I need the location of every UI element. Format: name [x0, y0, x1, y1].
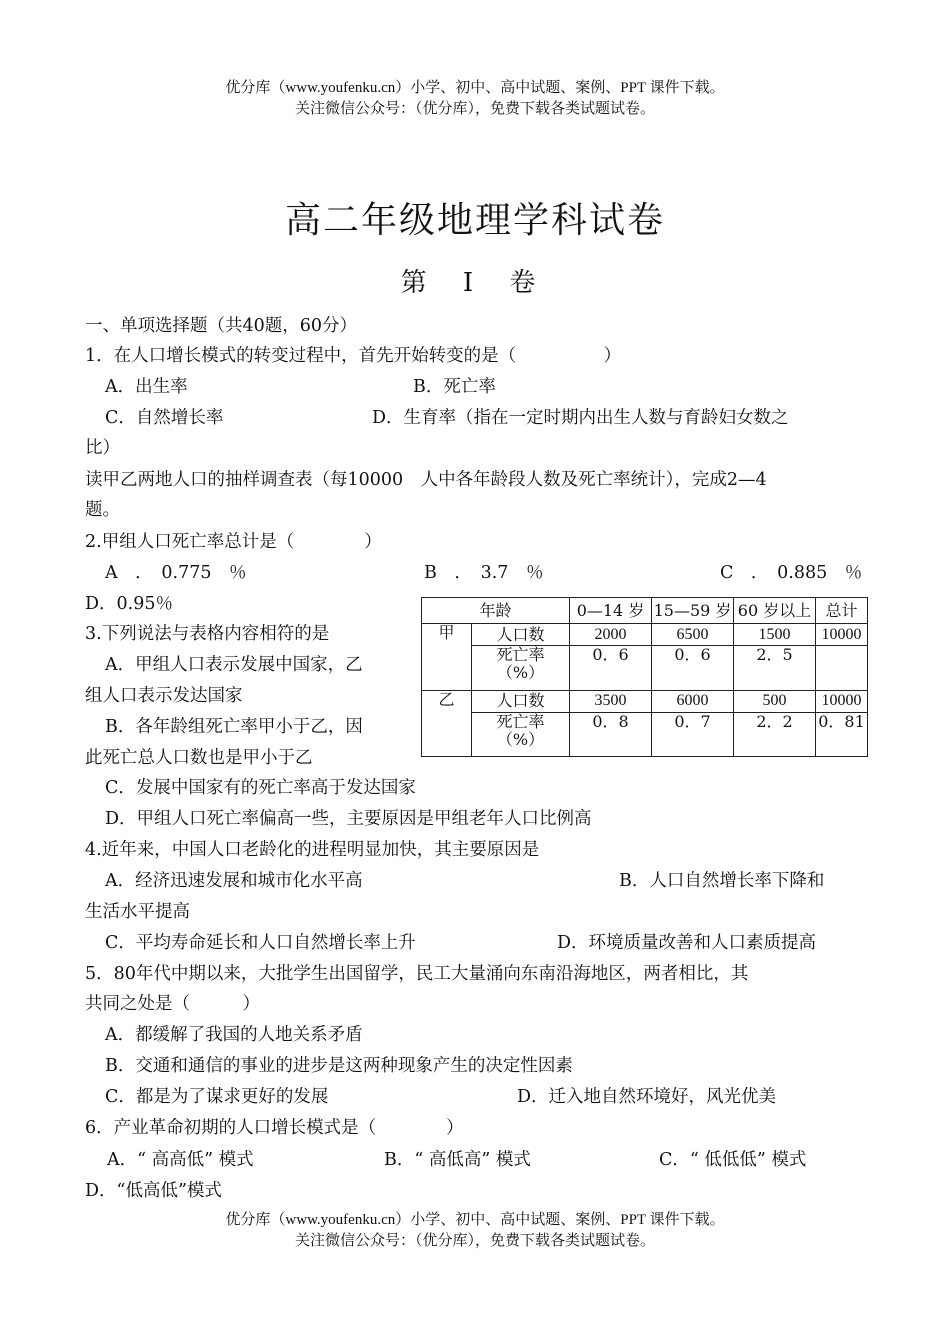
q5-option-c: C．都是为了谋求更好的发展	[105, 1087, 329, 1107]
q5-option-a: A．都缓解了我国的人地关系矛盾	[105, 1025, 363, 1045]
q5-stem: 5．80年代中期以来，大批学生出国留学，民工大量涌向东南沿海地区，两者相比，其	[85, 964, 749, 984]
q5-option-b: B．交通和通信的事业的进步是这两种现象产生的决定性因素	[105, 1056, 573, 1076]
table-group-jia: 甲	[422, 624, 472, 690]
table-cell: 0．6	[652, 646, 734, 690]
death-rate-unit: （%）	[496, 663, 545, 683]
table-cell: 0．8	[570, 712, 652, 756]
q2-stem: 2.甲组人口死亡率总计是（ ）	[85, 532, 382, 552]
q3-option-a: A．甲组人口表示发展中国家，乙	[105, 655, 363, 675]
q6-option-c: C．“ 低低低” 模式	[659, 1150, 807, 1170]
table-label-death-rate	[472, 712, 570, 756]
table-label-death-rate	[472, 646, 570, 690]
q4-option-c: C．平均寿命延长和人口自然增长率上升	[105, 933, 416, 953]
q3-option-b-cont: 此死亡总人口数也是甲小于乙	[85, 748, 313, 768]
table-cell: 2000	[570, 624, 652, 646]
table-header-total: 总计	[816, 598, 868, 624]
table-cell: 0．7	[652, 712, 734, 756]
q1-stem: 1．在人口增长模式的转变过程中，首先开始转变的是（ ）	[85, 346, 622, 366]
q3-option-d: D．甲组人口死亡率偏高一些，主要原因是甲组老年人口比例高	[105, 809, 592, 829]
q1-option-d: D．生育率（指在一定时期内出生人数与育龄妇女数之	[372, 408, 789, 428]
q4-option-a: A．经济迅速发展和城市化水平高	[105, 871, 363, 891]
death-rate-unit: （%）	[496, 729, 545, 749]
q1-option-d-cont: 比）	[85, 438, 120, 458]
q6-stem: 6．产业革命初期的人口增长模式是（ ）	[85, 1118, 464, 1138]
q3-option-c: C．发展中国家有的死亡率高于发达国家	[105, 778, 416, 798]
q2-option-d: D．0.95％	[85, 594, 173, 614]
death-rate-text: 死亡率	[496, 711, 545, 731]
q6-option-a: A．“ 高高低” 模式	[107, 1150, 254, 1170]
q6-option-d: D．“低高低”模式	[85, 1181, 222, 1201]
q6-option-b: B．“ 高低高” 模式	[384, 1150, 531, 1170]
table-cell: 2．5	[734, 646, 816, 690]
table-cell	[816, 646, 868, 690]
header-line-1: 优分库（www.youfenku.cn）小学、初中、高中试题、案例、PPT 课件下载。	[225, 80, 725, 96]
table-cell: 2．2	[734, 712, 816, 756]
table-cell: 6500	[652, 624, 734, 646]
table-cell: 0．6	[570, 646, 652, 690]
footer-line-2: 关注微信公众号：（优分库），免费下载各类试题试卷。	[294, 1233, 655, 1249]
q4-option-b-cont: 生活水平提高	[85, 902, 190, 922]
table-intro: 读甲乙两地人口的抽样调查表（每10000 人中各年龄段人数及死亡率统计），完成2—4	[85, 470, 767, 490]
table-label-population: 人口数	[472, 690, 570, 712]
table-header-0-14: 0—14 岁	[570, 598, 652, 624]
header-line-2: 关注微信公众号：（优分库），免费下载各类试题试卷。	[294, 101, 655, 117]
q1-option-c: C．自然增长率	[105, 408, 224, 428]
section-heading: 一、单项选择题（共40题，60分）	[85, 316, 358, 336]
table-cell: 500	[734, 690, 816, 712]
table-cell: 1500	[734, 624, 816, 646]
table-header-age: 年龄	[422, 598, 570, 624]
q3-stem: 3.下列说法与表格内容相符的是	[85, 624, 330, 644]
q4-stem: 4.近年来，中国人口老龄化的进程明显加快，其主要原因是	[85, 840, 540, 860]
death-rate-text: 死亡率	[496, 645, 545, 665]
q4-option-b: B．人口自然增长率下降和	[619, 871, 825, 891]
q4-option-d: D．环境质量改善和人口素质提高	[557, 933, 817, 953]
q1-option-b: B．死亡率	[413, 377, 496, 397]
q3-option-a-cont: 组人口表示发达国家	[85, 686, 243, 706]
table-cell: 10000	[816, 690, 868, 712]
q2-option-c: C ． 0.885 ％	[720, 563, 863, 583]
table-header-15-59: 15—59 岁	[652, 598, 734, 624]
table-cell: 6000	[652, 690, 734, 712]
exam-subtitle: 第 I 卷	[400, 268, 550, 298]
table-header-60-plus: 60 岁以上	[734, 598, 816, 624]
q2-option-a: A ． 0.775 ％	[105, 563, 247, 583]
q5-option-d: D．迁入地自然环境好，风光优美	[517, 1087, 777, 1107]
table-group-yi: 乙	[422, 690, 472, 756]
table-label-population: 人口数	[472, 624, 570, 646]
population-table	[421, 597, 868, 757]
exam-title: 高二年级地理学科试卷	[284, 200, 665, 241]
q2-option-b: B ． 3.7 ％	[424, 563, 544, 583]
q3-option-b: B．各年龄组死亡率甲小于乙，因	[105, 717, 363, 737]
q1-option-a: A．出生率	[105, 377, 188, 397]
table-intro-cont: 题。	[85, 500, 120, 520]
table-cell: 0．81	[816, 712, 868, 756]
footer-line-1: 优分库（www.youfenku.cn）小学、初中、高中试题、案例、PPT 课件下载。	[225, 1212, 725, 1228]
table-cell: 10000	[816, 624, 868, 646]
q5-stem-cont: 共同之处是（ ）	[85, 994, 260, 1014]
table-cell: 3500	[570, 690, 652, 712]
